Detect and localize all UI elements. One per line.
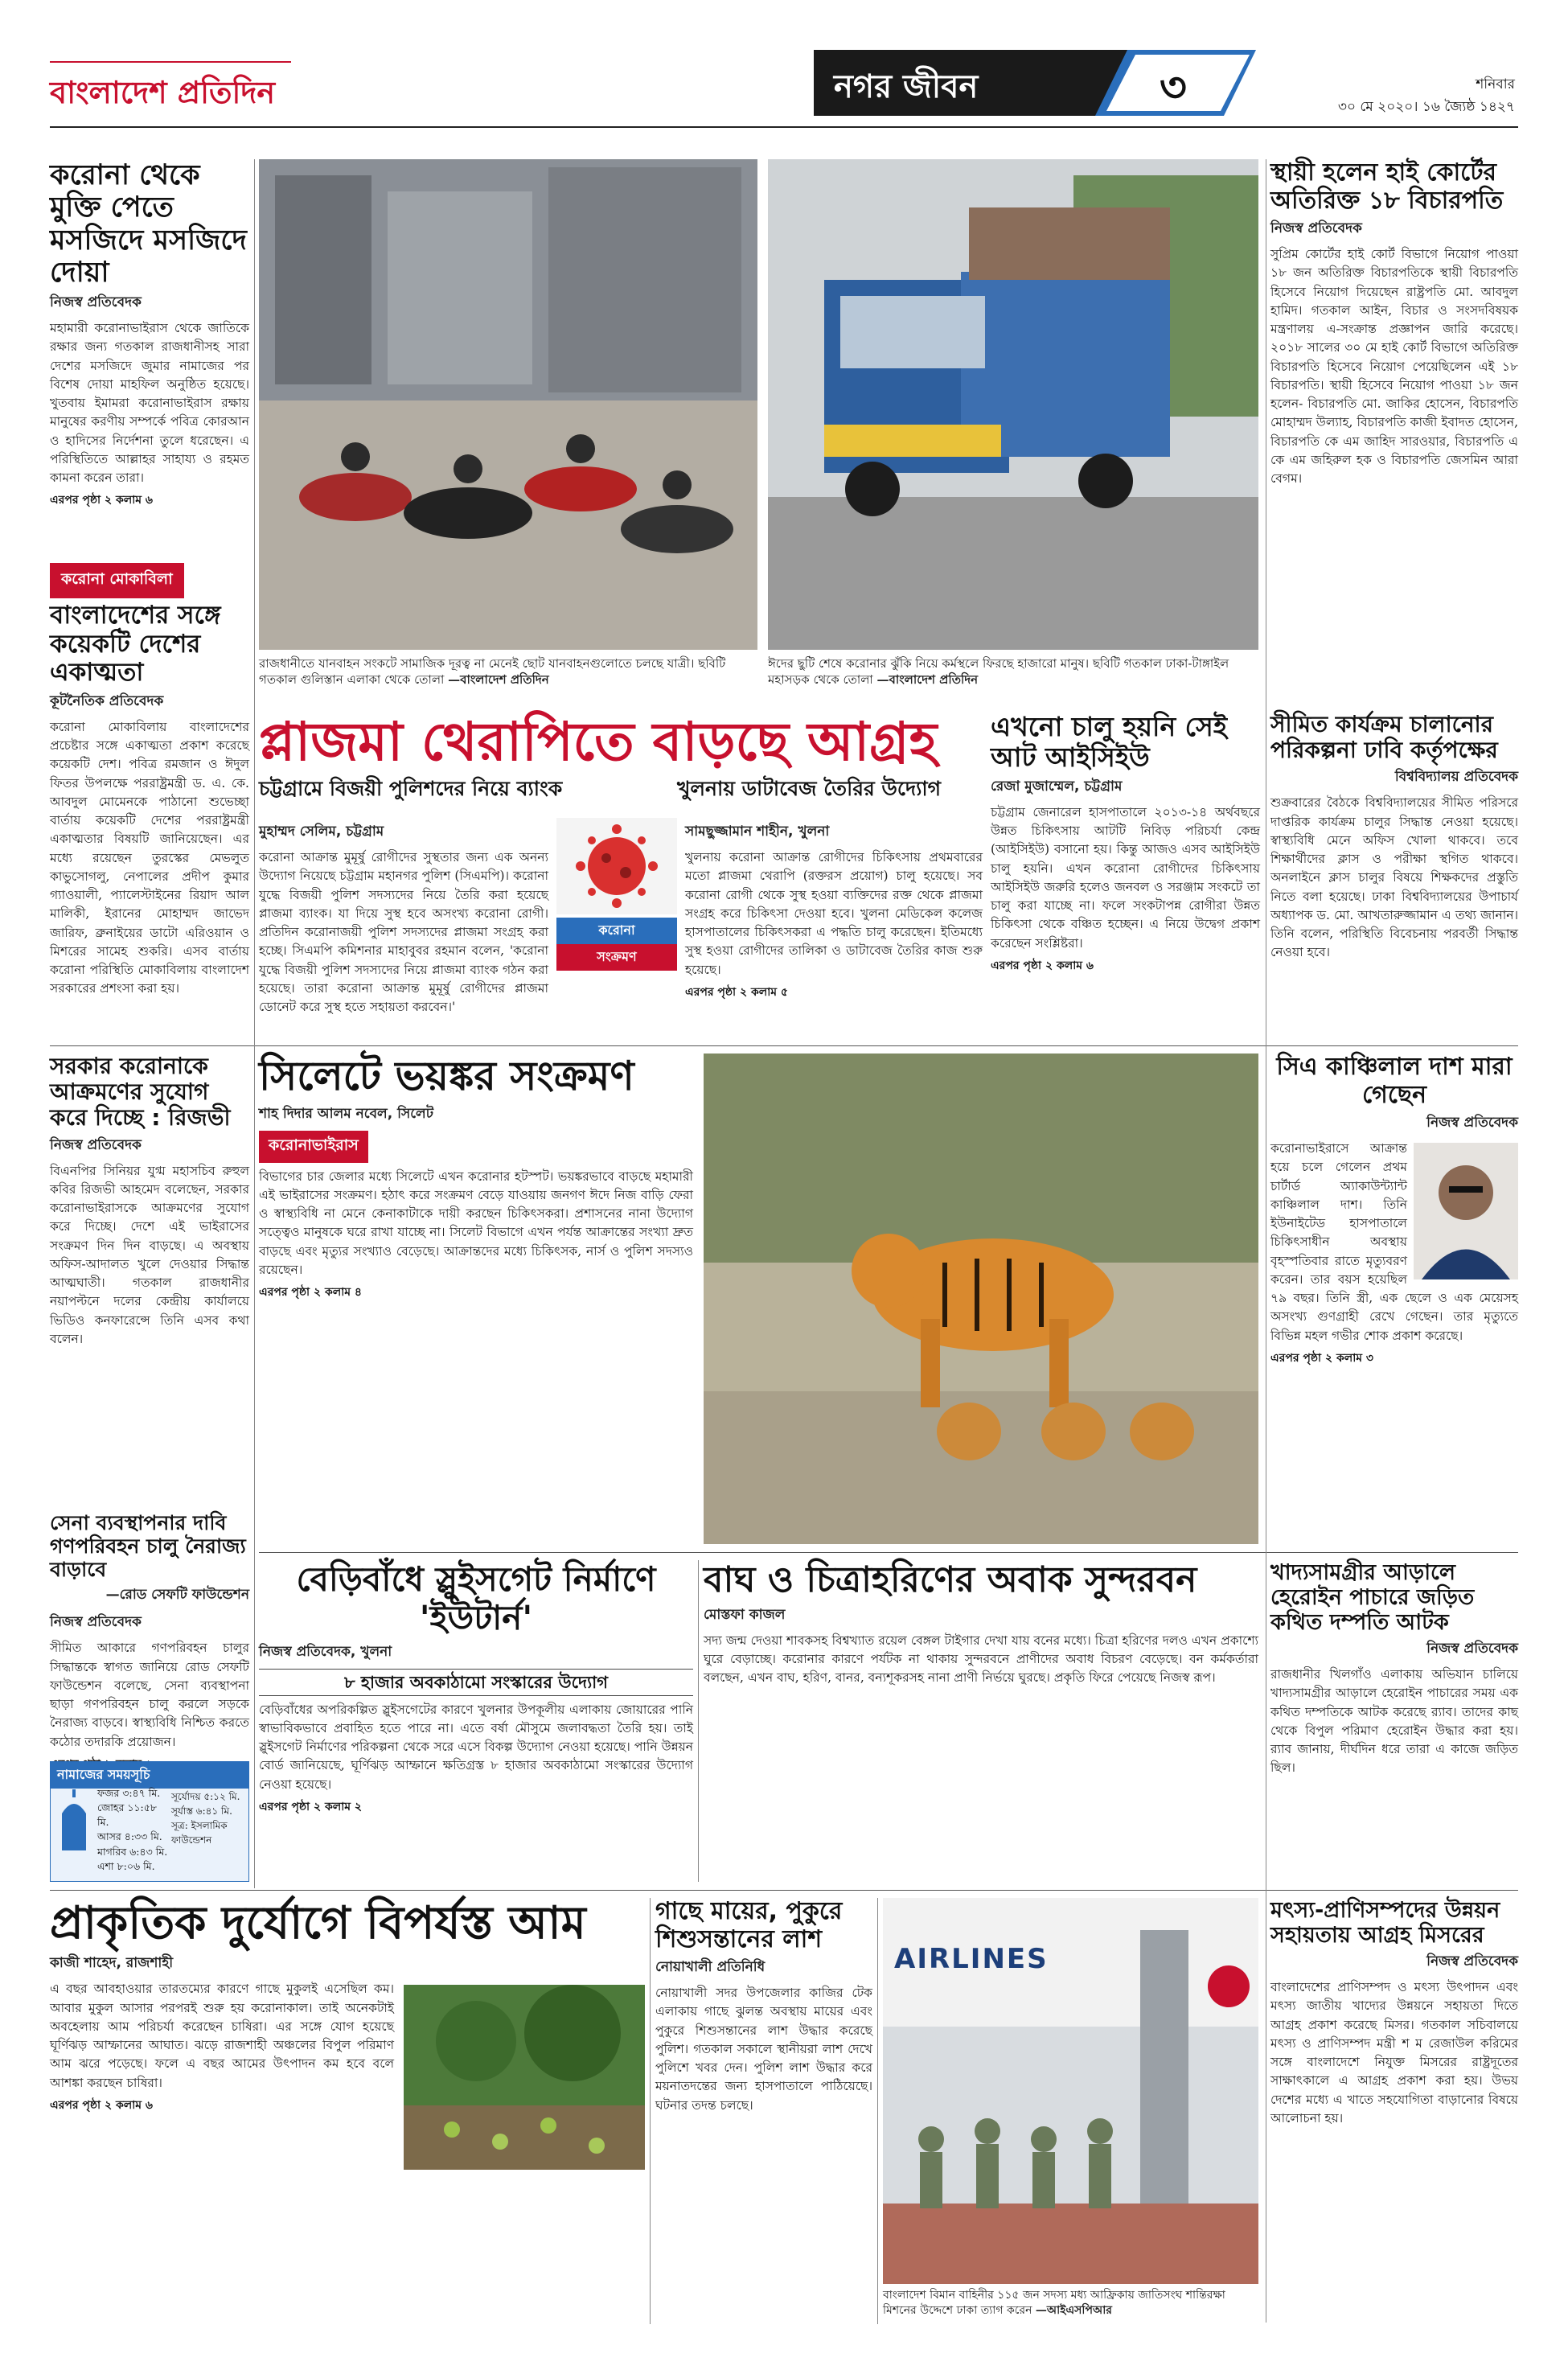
byline: কাজী শাহেদ, রাজশাহী [50,1955,174,1972]
headline: বাংলাদেশের সঙ্গে কয়েকটি দেশের একাত্মতা [50,601,221,688]
truck-image [768,159,1258,650]
headline: এখনো চালু হয়নি সেই আট আইসিইউ [991,711,1228,773]
body: বাংলাদেশের প্রাণিসম্পদ ও মৎস্য উৎপাদন এবং মৎস্য জাতীয় খাদ্যের উন্নয়নে সহায়তা দিতে আগ্রহ প্রকাশ করেছে মিসর। গতকাল সচিবালয়ে মৎস্য ও প্রাণিসম্পদ মন্ত্রী শ ম রেজাউল করিমের সঙ্গে বাংলাদেশে নিযুক্ত মিসরের রাষ্ট্রদূতের সাক্ষাৎকালে এ আগ্রহ প্রকাশ করা হয়। উভয় দেশের মধ্যে এ খাতে সহযোগিতা বাড়ানোর বিষয়ে আলোচনা হয়। [1270,1980,1518,2126]
byline: নিজস্ব প্রতিবেদক [50,294,142,310]
credit: —বাংলাদেশ প্রতিদিন [448,672,549,688]
aircraft-livery: AIRLINES [894,1943,1049,1975]
byline-1: মুহাম্মদ সেলিম, চট্টগ্রাম [259,824,384,840]
traffic-image [259,159,757,650]
tiger-image [704,1054,1258,1544]
prayer-source: সূত্র: ইসলামিক ফাউন্ডেশন [171,1820,228,1846]
page-number: ৩ [1160,64,1187,112]
headline: প্লাজমা থেরাপিতে বাড়ছে আগ্রহ [259,711,938,773]
story-plasma [259,712,983,1041]
caption: ঈদের ছুটি শেষে করোনার ঝুঁকি নিয়ে কর্মস্থলে ফিরছে হাজারো মানুষ। ছবিটি গতকাল ঢাকা-টাঙ্গাইল মহাসড়ক থেকে তোলা [768,656,1229,688]
byline: নোয়াখালী প্রতিনিধি [655,1959,766,1975]
headline: বাঘ ও চিত্রাহরিণের অবাক সুন্দরবন [704,1559,1197,1600]
subhead-2: খুলনায় ডাটাবেজ তৈরির উদ্যোগ [677,776,941,800]
masthead-rule [50,126,1518,128]
byline: রেজা মুজাম্মেল, চট্টগ্রাম [991,778,1123,795]
paper-logo [50,61,291,117]
graphic-label-top: করোনা [556,918,677,944]
byline: নিজস্ব প্রতিবেদক [50,1614,142,1631]
headline: সীমিত কার্যক্রম চালানোর পরিকল্পনা ঢাবি কর্তৃপক্ষের [1270,711,1498,764]
body: চট্টগ্রাম জেনারেল হাসপাতালে ২০১৩-১৪ অর্থবছরে উন্নত চিকিৎসায় আটটি নিবিড় পরিচর্যা কেন্দ্র (আইসিইউ) বসানো হয়। কিন্তু আজও এসব আইসিইউ চালু হয়নি। এখন করোনা রোগীদের চিকিৎসায় আইসিইউ জরুরি হলেও জনবল ও সরঞ্জাম সংকটে তা চালু করা যাচ্ছে না। ফলে সংকটাপন্ন রোগীরা উন্নত চিকিৎসা থেকে বঞ্চিত হচ্ছেন। এ নিয়ে উদ্বেগ প্রকাশ করেছেন সংশ্লিষ্টরা। [991,804,1260,951]
prayer-title: নামাজের সময়সূচি [51,1762,248,1789]
graphic-label-bottom: সংক্রমণ [556,944,677,971]
photo-airport [883,1898,1258,2284]
byline: নিজস্ব প্রতিবেদক [1426,1115,1518,1131]
byline: শাহ দিদার আলম নবেল, সিলেট [259,1105,433,1122]
sunrise: সূর্যোদয় ৫:১২ মি. [171,1791,240,1802]
body: সীমিত আকারে গণপরিবহন চালুর সিদ্ধান্তকে স্বাগত জানিয়ে রোড সেফটি ফাউন্ডেশন বলেছে, সেনা ব্যবস্থাপনা ছাড়া গণপরিবহন চালু করলে সড়কে নৈরাজ্য বাড়বে। স্বাস্থ্যবিধি নিশ্চিত করতে কঠোর তদারকি প্রয়োজন। [50,1641,249,1749]
headline: গাছে মায়ের, পুকুরে শিশুসন্তানের লাশ [655,1897,843,1953]
mango-tree-image [404,1985,645,2170]
row-divider-2 [259,1552,1518,1553]
story-heroin [1270,1560,1518,1882]
sunset: সূর্যাস্ত ৬:৪১ মি. [171,1805,232,1817]
body: সুপ্রিম কোর্টের হাই কোর্ট বিভাগে নিয়োগ পাওয়া ১৮ জন অতিরিক্ত বিচারপতিকে স্থায়ী বিচারপতি হিসেবে নিয়োগ দিয়েছেন রাষ্ট্রপতি মো. আবদুল হামিদ। গতকাল আইন, বিচার ও সংসদবিষয়ক মন্ত্রণালয় এ-সংক্রান্ত প্রজ্ঞাপন জারি করেছে। ২০১৮ সালের ৩০ মে হাই কোর্ট বিভাগে অতিরিক্ত বিচারপতি হিসেবে নিয়োগ পেয়েছিলেন এই ১৮ বিচারপতি। স্থায়ী হিসেবে নিয়োগ পাওয়া ১৮ জন হলেন- বিচারপতি মো. জাকির হোসেন, বিচারপতি মোহাম্মদ উল্যাহ, বিচারপতি কাজী ইবাদত হোসেন, বিচারপতি কে এম জাহিদ সারওয়ার, বিচারপতি এ কে এম জহিরুল হক ও বিচারপতি জেসমিন আরা বেগম। [1270,247,1518,486]
story-sylhet [259,1054,693,1536]
story-judges [1270,159,1518,706]
byline: বিশ্ববিদ্যালয় প্রতিবেদক [1394,769,1518,786]
headline: সেনা ব্যবস্থাপনার দাবি গণপরিবহন চালু নৈরাজ্য বাড়াবে [50,1511,246,1581]
body: বিএনপির সিনিয়র যুগ্ম মহাসচিব রুহুল কবির রিজভী আহমেদ বলেছেন, সরকার করোনাভাইরাসকে আক্রমণের সুযোগ করে দিচ্ছে। দেশে এই ভাইরাসের সংক্রমণ দিন দিন বাড়ছে। এ অবস্থায় অফিস-আদালত খুলে দেওয়ার সিদ্ধান্ত আত্মঘাতী। গতকাল রাজধানীর নয়াপল্টনে দলের কেন্দ্রীয় কার্যালয়ে ভিডিও কনফারেন্সে তিনি এসব কথা বলেন। [50,1163,249,1346]
photo-traffic-caption [259,655,757,696]
headline: বেড়িবাঁধে স্লুইসগেট নির্মাণে 'ইউটার্ন' [296,1559,656,1638]
byline: মোস্তফা কাজল [704,1606,786,1623]
mosque-icon [55,1789,92,1854]
photo-truck [768,159,1258,650]
caption: রাজধানীতে যানবাহন সংকটে সামাজিক দূরত্ব না মেনেই ছোট যানবাহনগুলোতে চলছে যাত্রী। ছবিটি গতকাল গুলিস্তান এলাকা থেকে তোলা [259,656,726,688]
body: বেড়িবাঁধের অপরিকল্পিত স্লুইসগেটের কারণে খুলনার উপকূলীয় এলাকায় জোয়ারের পানি স্বাভাবিকভাবে প্রবাহিত হতে পারে না। এতে বর্ষা মৌসুমে জলাবদ্ধতা তৈরি হয়। তাই স্লুইসগেট নির্মাণের পরিকল্পনা থেকে সরে এসে বিকল্প উদ্যোগ নেওয়া হয়েছে। পানি উন্নয়ন বোর্ড জানিয়েছে, ঘূর্ণিঝড় আম্ফানে ক্ষতিগ্রস্ত ৮ হাজার অবকাঠামো সংস্কারের উদ্যোগ নেওয়া হয়েছে। [259,1702,693,1792]
virus-graphic [556,818,677,963]
headline: সিলেটে ভয়ঙ্কর সংক্রমণ [259,1053,634,1099]
story-activities [1270,712,1518,1041]
sun-times [171,1789,247,1847]
body: করোনাভাইরাসে আক্রান্ত হয়ে চলে গেলেন প্রথম চার্টার্ড অ্যাকাউন্ট্যান্ট কাঞ্চিলাল দাশ। তিনি ইউনাইটেড হাসপাতালে চিকিৎসাধীন অবস্থায় বৃহস্পতিবার রাতে মৃত্যুবরণ করেন। তার বয়স হয়েছিল ৭৯ বছর। তিনি স্ত্রী, এক ছেলে ও এক মেয়েসহ অসংখ্য গুণগ্রাহী রেখে গেছেন। তার মৃত্যুতে বিভিন্ন মহল গভীর শোক প্রকাশ করেছে। [1270,1141,1518,1343]
sylhet-tag-text: করোনাভাইরাস [259,1131,368,1163]
headline: করোনা থেকে মুক্তি পেতে মসজিদে মসজিদে দোয়া [50,159,247,289]
prayer-row: আসর ৪:৩৩ মি. [97,1830,162,1843]
sylhet-tag [259,1131,693,1163]
story-rizvi [50,1054,249,1504]
headline: খাদ্যসামগ্রীর আড়ালে হেরোইন পাচারে জড়িত কথিত দম্পতি আটক [1270,1560,1475,1636]
byline: নিজস্ব প্রতিবেদক [1426,1641,1518,1657]
column-rule [254,159,255,1888]
body: করোনা মোকাবিলায় বাংলাদেশের প্রচেষ্টার সঙ্গে একাত্মতা প্রকাশ করেছে কয়েকটি দেশ। পবিত্র রমজান ও ঈদুল ফিতর উপলক্ষে পররাষ্ট্রমন্ত্রী ড. এ. কে. আবদুল মোমেনকে পাঠানো শুভেচ্ছা বার্তায় কয়েকটি দেশের পররাষ্ট্রমন্ত্রী একাত্মতার বিষয়টি জানিয়েছেন। এর মধ্যে রয়েছেন তুরস্কের মেভলুত কাভুসোগলু, নেপালের প্রদীপ কুমার গ্যাওয়ালী, প্যালেস্টাইনের রিয়াদ আল মালিকী, ইরানের মোহাম্মদ জাভেদ জারিফ, ব্রুনাইয়ের ডাটো এরিওয়ান ও মিশরের সামেহ শুকরি। এসব বার্তায় করোনা পরিস্থিতি মোকাবিলায় বাংলাদেশ সরকারের প্রশংসা করা হয়। [50,719,249,996]
story-egypt [1270,1898,1518,2324]
column-rule [698,1560,699,1882]
corona-label-text: করোনা মোকাবিলা [50,563,184,598]
person-portrait-icon [1414,1143,1518,1279]
story-cadc [1270,1054,1518,1536]
headline: সরকার করোনাকে আক্রমণের সুযোগ করে দিচ্ছে : রিজভী [50,1053,231,1132]
continuation: এরপর পৃষ্ঠা ২ কলাম ৫ [685,985,788,999]
story-mango [50,1898,645,2324]
column-rule [650,1898,651,2324]
plasma-col-1 [259,818,548,1017]
page-number-badge [1095,50,1256,116]
plasma-col-2 [685,818,983,1002]
headline: মৎস্য-প্রাণিসম্পদের উন্নয়ন সহায়তায় আগ্রহ মিসরের [1270,1898,1500,1949]
body: বিভাগের চার জেলার মধ্যে সিলেটে এখন করোনার হটস্পট। ভয়ঙ্করভাবে বাড়ছে মহামারী এই ভাইরাসের সংক্রমণ। হঠাৎ করে সংক্রমণ বেড়ে যাওয়ায় জনগণ ঈদে নিজ বাড়ি ফেরা ও স্বাস্থ্যবিধি না মেনে কেনাকাটাকে দায়ী করছেন চিকিৎসকরা। প্রশাসনের নানা উদ্যোগ সত্ত্বেও মানুষকে ঘরে রাখা যাচ্ছে না। সিলেট বিভাগে এখন পর্যন্ত আক্রান্তের সংখ্যা দ্রুত বাড়ছে এবং মৃত্যুর সংখ্যাও বেড়েছে। আক্রান্তদের মধ্যে চিকিৎসক, নার্স ও পুলিশ সদস্যও রয়েছেন। [259,1169,693,1277]
column-rule [877,1898,878,2324]
prayer-rows [97,1786,168,1874]
headline: স্থায়ী হলেন হাই কোর্টের অতিরিক্ত ১৮ বিচারপতি [1270,158,1504,215]
continuation: এরপর পৃষ্ঠা ২ কলাম ৬ [50,494,154,507]
byline: নিজস্ব প্রতিবেদক [50,1136,142,1153]
byline: নিজস্ব প্রতিবেদক [1270,220,1362,236]
prayer-row: এশা ৮:০৬ মি. [97,1859,155,1872]
portrait [1414,1143,1518,1279]
photo-airport-caption [883,2288,1258,2327]
headline: সিএ কাঞ্চিলাল দাশ মারা গেছেন [1276,1053,1513,1109]
row-divider-1 [50,1045,1518,1046]
prayer-box [50,1761,249,1882]
story-dam [259,1560,693,1882]
virus-icon [556,818,677,914]
byline: কূটনৈতিক প্রতিবেদক [50,692,164,709]
byline: নিজস্ব প্রতিবেদক, খুলনা [259,1643,392,1660]
subhead-1: চট্টগ্রামে বিজয়ী পুলিশদের নিয়ে ব্যাংক [259,776,563,800]
story-nirapad [50,1512,249,1753]
source: —রোড সেফটি ফাউন্ডেশন [105,1587,249,1604]
continuation: এরপর পৃষ্ঠা ২ কলাম ৬ [50,2098,154,2112]
story-pond [655,1898,872,2324]
body-1: করোনা আক্রান্ত মুমূর্ষু রোগীদের সুস্থতার জন্য এক অনন্য উদ্যোগ নিয়েছে চট্টগ্রাম মহানগর পুলিশ (সিএমপি)। করোনা যুদ্ধে বিজয়ী পুলিশ সদস্যদের নিয়ে তৈরি করা হয়েছে প্লাজমা ব্যাংক। যা দিয়ে সুস্থ হবে অসংখ্য করোনা রোগী। প্রতিদিন করোনাজয়ী পুলিশ সদস্যদের প্লাজমা সংগ্রহ করা হচ্ছে। সিএমপি কমিশনার মাহাবুবর রহমান বলেন, 'করোনা যুদ্ধে বিজয়ী পুলিশ সদস্যদের নিয়ে প্লাজমা ব্যাংক গঠন করা হয়েছে। তারা করোনা আক্রান্ত মুমূর্ষু রোগীদের প্লাজমা ডোনেট করে সুস্থ হতে সহায়তা করবেন।' [259,850,548,1014]
body: শুক্রবারের বৈঠকে বিশ্ববিদ্যালয়ের সীমিত পরিসরে দাপ্তরিক কার্যক্রম চালুর সিদ্ধান্ত নেওয়া হয়েছে। স্বাস্থ্যবিধি মেনে অফিস খোলা থাকবে। তবে শিক্ষার্থীদের ক্লাস ও পরীক্ষা স্থগিত থাকবে। অনলাইনে ক্লাস চালুর বিষয়ে শিক্ষকদের প্রস্তুতি নিতে বলা হয়েছে। ঢাকা বিশ্ববিদ্যালয়ের উপাচার্য অধ্যাপক ড. মো. আখতারুজ্জামান এ তথ্য জানান। তিনি বলেন, পরিস্থিতি বিবেচনায় পরবর্তী সিদ্ধান্ত নেওয়া হবে। [1270,795,1518,960]
headline: প্রাকৃতিক দুর্যোগে বিপর্যস্ত আম [50,1897,586,1949]
credit: —বাংলাদেশ প্রতিদিন [876,672,979,688]
byline-2: সামছুজ্জামান শাহীন, খুলনা [685,824,830,840]
credit: —আইএসপিআর [1035,2303,1112,2317]
photo-traffic [259,159,757,650]
mango-photo [404,1985,645,2170]
continuation: এরপর পৃষ্ঠা ২ কলাম ৪ [259,1286,362,1299]
body: সদ্য জন্ম দেওয়া শাবকসহ বিশ্বখ্যাত রয়েল বেঙ্গল টাইগার দেখা যায় বনের মধ্যে। চিত্রা হরিণের দলও এখন প্রকাশ্যে ঘুরে বেড়াচ্ছে। করোনার কারণে পর্যটক না থাকায় সুন্দরবনে প্রাণীদের অবাধ বিচরণ বেড়েছে। বন কর্মকর্তারা বলছেন, এখন বাঘ, হরিণ, বানর, বন্যশূকরসহ নানা প্রাণী নির্ভয়ে ঘুরছে। প্রকৃতি ফিরে পেয়েছে নিজস্ব রূপ। [704,1633,1258,1686]
caption: বাংলাদেশ বিমান বাহিনীর ১১৫ জন সদস্য মধ্য আফ্রিকায় জাতিসংঘ শান্তিরক্ষা মিশনের উদ্দেশে ঢাকা ত্যাগ করেন [883,2289,1225,2317]
continuation: এরপর পৃষ্ঠা ২ কলাম ২ [259,1800,363,1813]
plasma-subheads [259,778,983,813]
subhead: ৮ হাজার অবকাঠামো সংস্কারের উদ্যোগ [259,1669,693,1696]
body: রাজধানীর খিলগাঁও এলাকায় অভিযান চালিয়ে খাদ্যসামগ্রীর আড়ালে হেরোইন পাচারের সময় এক কথিত দম্পতিকে আটক করেছে র‍্যাব। তাদের কাছ থেকে বিপুল পরিমাণ হেরোইন উদ্ধার করা হয়। র‍্যাব জানায়, দীর্ঘদিন ধরে তারা এ কাজে জড়িত ছিল। [1270,1667,1518,1776]
section-title: নগর জীবন [834,68,979,105]
byline: নিজস্ব প্রতিবেদক [1426,1953,1518,1970]
body-2: খুলনায় করোনা আক্রান্ত রোগীদের চিকিৎসায় প্রথমবারের মতো প্লাজমা থেরাপি (রক্তরস প্রয়োগ) চালু হয়েছে। সব করোনা রোগী থেকে সুস্থ হওয়া ব্যক্তিদের রক্ত থেকে প্লাজমা সংগ্রহ করে চিকিৎসা দেওয়া হবে। খুলনা মেডিকেল কলেজ হাসপাতালের চিকিৎসকরা এ পদ্ধতি চালু করেছেন। ইতিমধ্যে সুস্থ হওয়া রোগীদের তালিকা ও ডাটাবেজ তৈরির কাজ শুরু হয়েছে। [685,850,983,977]
masthead [50,50,1518,146]
continuation: এরপর পৃষ্ঠা ২ কলাম ৬ [991,959,1094,972]
body: নোয়াখালী সদর উপজেলার কাজির টেক এলাকায় গাছে ঝুলন্ত অবস্থায় মায়ের এবং পুকুরে শিশুসন্তানের লাশ উদ্ধার করেছে পুলিশ। গতকাল সকালে স্থানীয়রা লাশ দেখে পুলিশে খবর দেন। পুলিশ লাশ উদ্ধার করে ময়নাতদন্তের জন্য হাসপাতালে পাঠিয়েছে। ঘটনার তদন্ত চলছে। [655,1986,872,2113]
photo-tiger [704,1054,1258,1544]
prayer-row: জোহর ১১:৫৮ মি. [97,1801,157,1829]
story-tiger [704,1560,1258,1882]
day: শনিবার [1476,76,1515,92]
corona-label [50,563,249,595]
body: মহামারী করোনাভাইরাস থেকে জাতিকে রক্ষার জন্য গতকাল রাজধানীসহ সারা দেশের মসজিদে জুমার নামাজের পর বিশেষ দোয়া মাহফিল অনুষ্ঠিত হয়েছে। খুতবায় ইমামরা করোনাভাইরাস রক্ষায় মানুষের করণীয় সম্পর্কে পবিত্র কোরআন ও হাদিসের নির্দেশনা তুলে ধরেছেন। এ পরিস্থিতিতে আল্লাহর সাহায্য ও রহমত কামনা করেন তারা। [50,321,249,485]
continuation: এরপর পৃষ্ঠা ২ কলাম ৩ [1270,1351,1374,1365]
body: এ বছর আবহাওয়ার তারতম্যের কারণে গাছে মুকুলই এসেছিল কম। আবার মুকুল আসার পরপরই শুরু হয় করোনাকাল। তাই অনেকটাই অবহেলায় আম পরিচর্যা করেছেন চাষিরা। এর সঙ্গে যোগ হয়েছে ঘূর্ণিঝড় আম্ফানের আঘাত। ঝড়ে রাজশাহী অঞ্চলের বিপুল পরিমাণ আম ঝরে পড়েছে। ফলে এ বছর আমের উৎপাদন কম হবে বলে আশঙ্কা করছেন চাষিরা। [50,1982,394,2090]
row-divider-3 [50,1890,1518,1891]
story-icu [991,712,1260,1041]
paper-name: বাংলাদেশ প্রতিদিন [50,75,276,110]
photo-truck-caption [768,655,1258,696]
prayer-row: ফজর ৩:৪৭ মি. [97,1787,161,1799]
date: ৩০ মে ২০২০। ১৬ জ্যৈষ্ঠ ১৪২৭ [1337,99,1515,115]
story-solidarity [50,602,249,1036]
prayer-row: মাগরিব ৬:৪৩ মি. [97,1845,168,1858]
